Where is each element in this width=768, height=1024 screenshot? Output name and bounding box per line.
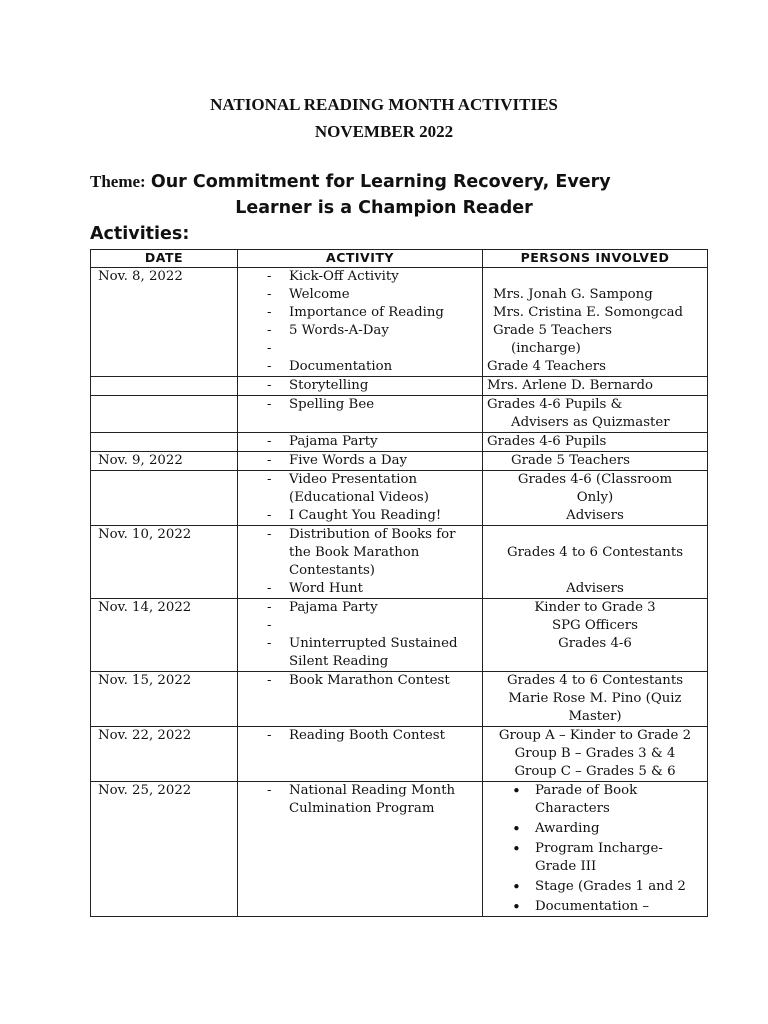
document-subtitle: NOVEMBER 2022 — [314, 122, 454, 141]
header-activity: ACTIVITY — [238, 250, 483, 268]
table-row — [91, 727, 708, 782]
activity-item: - Distribution of Books for the Book Marathon Contestants) — [242, 526, 478, 580]
date-cell — [91, 433, 238, 452]
spacer — [487, 562, 703, 580]
activity-item: - Word Hunt — [242, 580, 478, 598]
theme-text-2: Learner is a Champion Reader — [235, 198, 533, 218]
spacer — [487, 526, 703, 544]
table-row — [91, 396, 708, 433]
activity-item: - Welcome — [242, 286, 478, 304]
table-row — [91, 526, 708, 599]
activity-cell — [238, 599, 483, 672]
person-line: Advisers as Quizmaster — [511, 415, 670, 430]
activity-item: - Storytelling — [242, 377, 478, 395]
activity-item: - Video Presentation (Educational Videos) — [242, 471, 478, 507]
date-cell — [91, 377, 238, 396]
theme-label: Theme: — [90, 172, 146, 191]
table-row — [91, 672, 708, 727]
activity-cell — [238, 471, 483, 526]
date-cell: Nov. 14, 2022 — [91, 599, 238, 672]
person-line: Grades 4 to 6 Contestants — [506, 545, 684, 560]
persons-cell — [483, 599, 708, 672]
date-cell: Nov. 8, 2022 — [91, 268, 238, 377]
activity-cell — [238, 377, 483, 396]
person-line: Grades 4 to 6 Contestants — [506, 673, 684, 688]
person-line: Grades 4-6 (Classroom Only) — [517, 472, 673, 505]
person-line: Group A – Kinder to Grade 2 — [498, 728, 692, 743]
date-cell — [91, 396, 238, 433]
date-cell: Nov. 22, 2022 — [91, 727, 238, 782]
person-line: Mrs. Jonah G. Sampong — [493, 287, 653, 302]
date-cell: Nov. 9, 2022 — [91, 452, 238, 471]
bullet-item: • Stage (Grades 1 and 2 — [535, 878, 703, 896]
header-date: DATE — [91, 250, 238, 268]
activity-cell — [238, 268, 483, 377]
persons-cell — [483, 433, 708, 452]
bullet-item: • Awarding — [535, 820, 703, 838]
activity-item: - I Caught You Reading! — [242, 507, 478, 525]
activities-heading: Activities: — [90, 224, 190, 244]
person-line: Grade 5 Teachers — [493, 323, 612, 338]
activity-item: - Kick-Off Activity — [242, 268, 478, 286]
table-row — [91, 268, 708, 377]
person-line: Grade 5 Teachers — [511, 453, 630, 468]
persons-cell — [483, 782, 708, 917]
table-row — [91, 782, 708, 917]
activity-cell — [238, 452, 483, 471]
persons-cell — [483, 526, 708, 599]
activity-item: - Pajama Party — [242, 433, 478, 451]
persons-cell — [483, 377, 708, 396]
activity-cell — [238, 672, 483, 727]
person-line: Grades 4-6 Pupils & — [487, 397, 623, 412]
date-cell: Nov. 25, 2022 — [91, 782, 238, 917]
persons-cell — [483, 268, 708, 377]
person-line: Grades 4-6 Pupils — [487, 434, 607, 449]
activity-item: - Importance of Reading — [242, 304, 478, 322]
document-title: NATIONAL READING MONTH ACTIVITIES — [210, 95, 558, 114]
person-line: Advisers — [566, 508, 624, 523]
bullet-item: • Parade of Book Characters — [535, 782, 703, 818]
date-cell: Nov. 15, 2022 — [91, 672, 238, 727]
persons-cell — [483, 452, 708, 471]
date-cell — [91, 471, 238, 526]
activity-cell — [238, 396, 483, 433]
person-line: Marie Rose M. Pino (Quiz Master) — [508, 691, 682, 724]
date-cell: Nov. 10, 2022 — [91, 526, 238, 599]
person-line: Group B – Grades 3 & 4 — [514, 746, 676, 761]
activity-item: - Five Words a Day — [242, 452, 478, 470]
person-line: Mrs. Arlene D. Bernardo — [487, 378, 653, 393]
persons-cell — [483, 471, 708, 526]
person-line: Advisers — [566, 581, 624, 596]
activity-item: - Reading Booth Contest — [242, 727, 478, 745]
table-row — [91, 433, 708, 452]
activity-cell — [238, 782, 483, 917]
person-line: Grade 4 Teachers — [487, 359, 606, 374]
person-line: Kinder to Grade 3 — [534, 600, 656, 615]
activity-cell — [238, 433, 483, 452]
table-header-row — [91, 250, 708, 268]
activity-item: - Pajama Party — [242, 599, 478, 617]
table-row — [91, 377, 708, 396]
bullet-item: • Documentation – — [535, 898, 703, 916]
person-line: Grades 4-6 — [558, 636, 632, 651]
persons-cell — [483, 672, 708, 727]
header-persons: PERSONS INVOLVED — [483, 250, 708, 268]
theme-text-1: Our Commitment for Learning Recovery, Every — [150, 172, 611, 192]
table-row — [91, 452, 708, 471]
person-line: SPG Officers — [551, 618, 638, 633]
theme-line — [90, 172, 690, 192]
spacer — [242, 340, 478, 358]
person-line: (incharge) — [511, 341, 581, 356]
activity-cell — [238, 727, 483, 782]
activity-item: - Spelling Bee — [242, 396, 478, 414]
bullet-item: • Program Incharge-Grade III — [535, 840, 703, 876]
activity-item: - 5 Words-A-Day — [242, 322, 478, 340]
activity-cell — [238, 526, 483, 599]
persons-cell — [483, 396, 708, 433]
spacer — [242, 617, 478, 635]
activity-item: - Documentation — [242, 358, 478, 376]
activity-item: - National Reading Month Culmination Program — [242, 782, 478, 818]
activity-item: - Uninterrupted Sustained Silent Reading — [242, 635, 478, 671]
person-line: Group C – Grades 5 & 6 — [514, 764, 676, 779]
activity-item: - Book Marathon Contest — [242, 672, 478, 690]
persons-cell — [483, 727, 708, 782]
person-line: Mrs. Cristina E. Somongcad — [493, 305, 684, 320]
table-row — [91, 599, 708, 672]
activities-table — [90, 249, 708, 917]
spacer — [487, 268, 703, 286]
table-row — [91, 471, 708, 526]
